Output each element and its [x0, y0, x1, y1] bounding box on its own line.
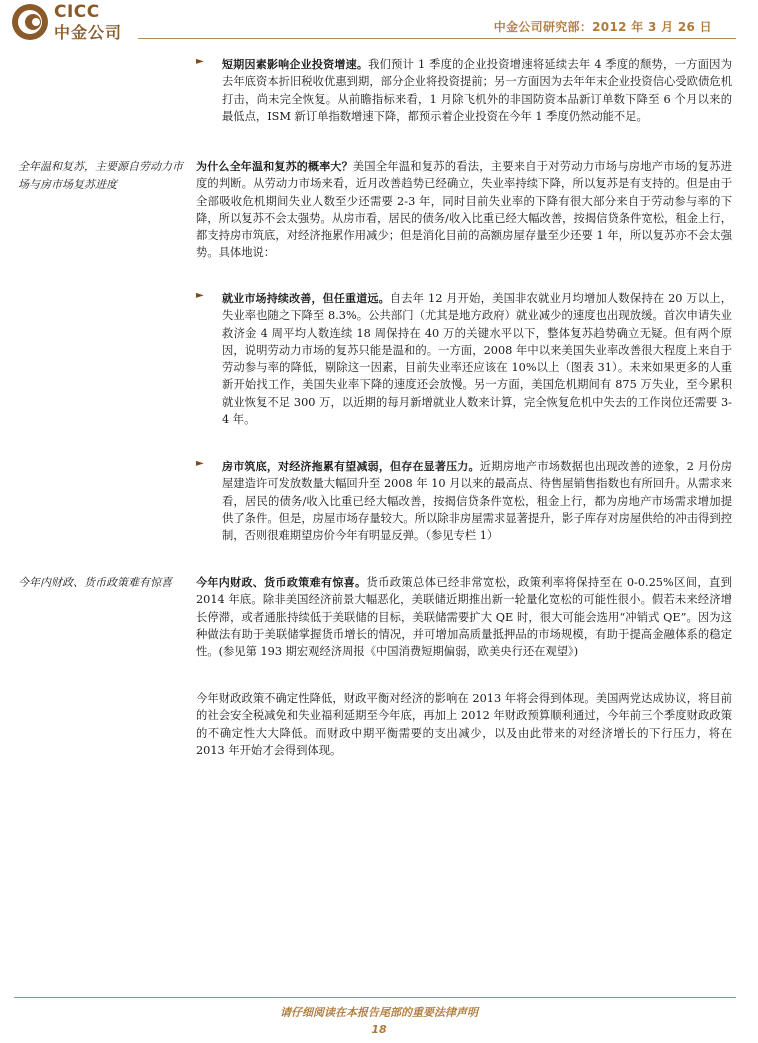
bullet-housing — [196, 458, 732, 544]
legal-disclaimer-note: 请仔细阅读在本报告尾部的重要法律声明 — [280, 1006, 478, 1019]
paragraph-body: 货币政策总体已经非常宽松，政策利率将保持至在 0-0.25%区间，直到 2014 年底。除非美国经济前景大幅恶化，美联储近期推出新一轮量化宽松的可能性很小。假若未来经济增长停滞，或者通胀持续低于美联储的目标，美联储需要扩大 QE 时，很大可能会选用“冲销式 QE”。因为这种做法有助于美联储掌握货币增长的情况，并可增加高质量抵押品的市场规模，有助于提高金融体系的稳定性。(参见第 193 期宏观经济周报《中国消费短期偏弱，欧美央行还在观望》) — [196, 576, 732, 659]
cicc-logo — [10, 2, 140, 42]
page-header — [0, 0, 758, 44]
bullet-body: 我们预计 1 季度的企业投资增速将延续去年 4 季度的颓势，一方面因为去年底资本折旧税收优惠到期，部分企业将投资提前；另一方面因为去年年末企业投资信心受欧债危机打击，尚未完全恢复。从前瞻指标来看，1 月除飞机外的非国防资本品新订单数下降至 6 个月以来的最低点，ISM 新订单指数增速下降，都预示着企业投资在今年 1 季度仍然动能不足。 — [222, 58, 732, 123]
cicc-logo-icon — [10, 2, 50, 42]
paragraph-body: 美国全年温和复苏的看法，主要来自于对劳动力市场与房地产市场的复苏进度的判断。从劳动力市场来看，近月改善趋势已经确立，失业率持续下降，所以复苏是有支持的。但是由于全部吸收危机期间失业人数至少还需要 2-3 年，同时目前失业率的下降有很大部分来自于劳动参与率的下降，所以复苏不会太强势。从房市看，居民的债务/收入比重已经大幅改善，按揭信贷条件宽松，租金上行，都支持房市筑底，对经济拖累作用减少；但是消化目前的高额房屋存量至少还要 1 年，所以复苏亦不会太强势。具体地说： — [196, 160, 732, 260]
bullet-employment — [196, 290, 732, 428]
side-note-policy: 今年内财政、货币政策难有惊喜 — [18, 576, 172, 589]
footer-divider — [14, 997, 736, 998]
paragraph-recovery — [196, 158, 732, 262]
logo-chinese: 中金公司 — [54, 23, 123, 42]
bullet-body: 自去年 12 月开始，美国非农就业月均增加人数保持在 20 万以上，失业率也随之下降至 8.3%。公共部门（尤其是地方政府）就业减少的速度也出现放缓。首次申请失业救济金 4 周平均人数连续 18 周保持在 40 万的关键水平以下，整体复苏趋势确立无疑。但有两个原因，说明劳动力市场的复苏只能是温和的。一方面，2008 年中以来美国失业率改善很大程度上来自于劳动参与率的降低，剔除这一因素，目前失业率还应该在 10%以上（图表 31）。未来如果更多的人重新开始找工作，美国失业率下降的速度还会放慢。另一方面，美国危机期间有 875 万失业，至今累积就业恢复不足 300 万，以近期的每月新增就业人数来计算，完全恢复危机中失去的工作岗位还需要 3-4 年。 — [222, 292, 732, 427]
bullet-arrow-icon: ► — [196, 290, 204, 301]
report-source-date: 中金公司研究部：2012 年 3 月 26 日 — [493, 20, 712, 34]
bullet-arrow-icon: ► — [196, 458, 204, 469]
bullet-investment — [196, 56, 732, 125]
bullet-title: 就业市场持续改善，但任重道远。 — [222, 292, 390, 305]
paragraph-title: 今年内财政、货币政策难有惊喜。 — [196, 576, 367, 589]
header-divider — [138, 38, 736, 39]
logo-english: CICC — [54, 2, 100, 22]
page-number: 18 — [371, 1023, 387, 1036]
bullet-title: 短期因素影响企业投资增速。 — [222, 58, 369, 71]
paragraph-policy — [196, 574, 732, 660]
side-note-recovery: 全年温和复苏，主要源自劳动力市场与房市场复苏进度 — [18, 160, 183, 191]
bullet-body: 近期房地产市场数据也出现改善的迹象，2 月份房屋建造许可发放数量大幅回升至 2008 年 10 月以来的最高点、待售屋销售指数也有所回升。从需求来看，居民的债务/收入比重已经大幅改善，按揭信贷条件宽松，租金上行，都为房地产市场需求增加提供了条件。但是，房屋市场存量较大。所以除非房屋需求显著提升，影子库存对房屋供给的冲击得到控制，否则很难期望房价今年有明显反弹。（参见专栏 1） — [222, 460, 733, 543]
paragraph-title: 为什么全年温和复苏的概率大？ — [196, 160, 353, 173]
paragraph-fiscal: 今年财政政策不确定性降低，财政平衡对经济的影响在 2013 年将会得到体现。美国两党达成协议，将目前的社会安全税减免和失业福利延期至今年底，再加上 2012 年财政预算顺利通过，今年前三个季度财政政策的不确定性大大降低。而财政中期平衡需要的支出减少，以及由此带来的对经济增长的下行压力，将在 2013 年开始才会得到体现。 — [196, 692, 732, 757]
bullet-arrow-icon: ► — [196, 56, 204, 67]
bullet-title: 房市筑底，对经济拖累有望减弱，但存在显著压力。 — [222, 460, 480, 473]
